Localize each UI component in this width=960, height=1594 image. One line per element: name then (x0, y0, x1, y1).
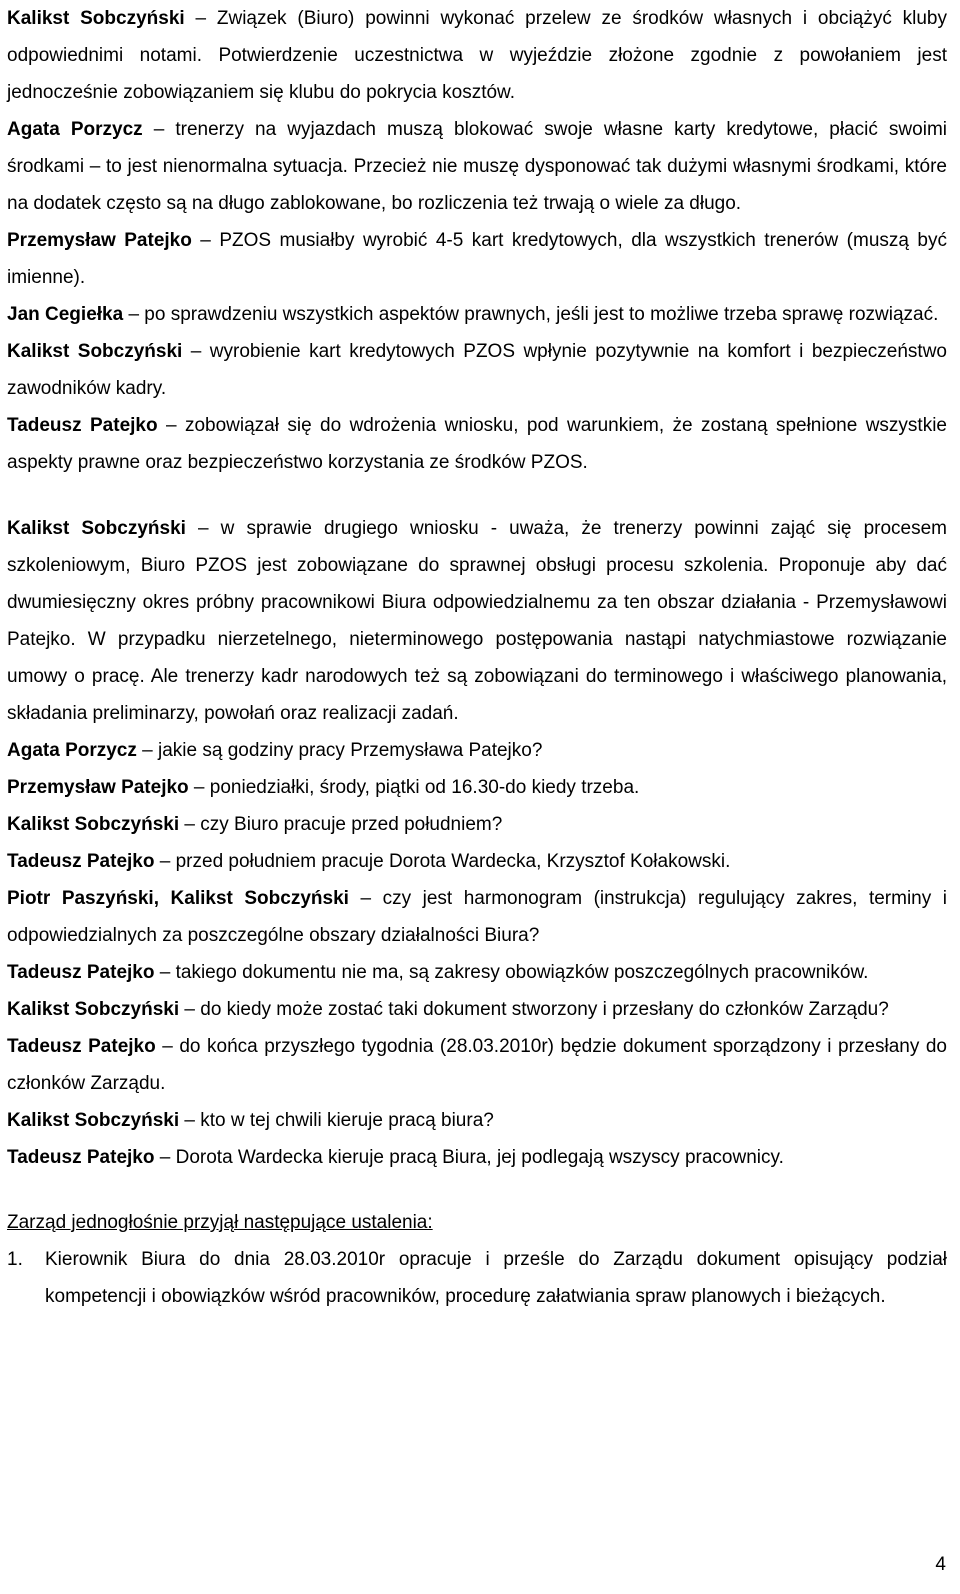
speaker-name: Kalikst Sobczyński (7, 1110, 180, 1131)
paragraph-text: – do kiedy może zostać taki dokument stworzony i przesłany do członków Zarządu? (179, 999, 889, 1020)
speaker-name: Kalikst Sobczyński (7, 999, 180, 1020)
speaker-name: Kalikst Sobczyński (7, 8, 185, 29)
paragraph-text: – PZOS musiałby wyrobić 4-5 kart kredytowych, dla wszystkich trenerów (muszą być imienne). (7, 230, 947, 288)
list-item-number: 1. (7, 1249, 23, 1270)
paragraph-text: – przed południem pracuje Dorota Wardecka, Krzysztof Kołakowski. (154, 851, 731, 872)
page-number: 4 (935, 1554, 946, 1575)
speaker-name: Kalikst Sobczyński (7, 341, 183, 362)
paragraph-text: – takiego dokumentu nie ma, są zakresy obowiązków poszczególnych pracowników. (154, 962, 869, 983)
paragraph (7, 769, 947, 806)
resolutions-heading: Zarząd jednogłośnie przyjął następujące ustalenia: (7, 1212, 433, 1233)
paragraph-text: – do końca przyszłego tygodnia (28.03.2010r) będzie dokument sporządzony i przesłany do członków Zarządu. (7, 1036, 947, 1094)
resolutions-list (7, 1241, 947, 1315)
paragraph-text: – zobowiązał się do wdrożenia wniosku, pod warunkiem, że zostaną spełnione wszystkie aspekty prawne oraz bezpieczeństwo korzystania ze środków PZOS. (7, 415, 947, 473)
speaker-name: Piotr Paszyński, Kalikst Sobczyński (7, 888, 349, 909)
document-page (7, 0, 947, 1315)
speaker-name: Tadeusz Patejko (7, 1036, 156, 1057)
paragraph (7, 954, 947, 991)
speaker-name: Tadeusz Patejko (7, 415, 158, 436)
speaker-name: Przemysław Patejko (7, 777, 189, 798)
paragraph (7, 732, 947, 769)
paragraph (7, 510, 947, 732)
paragraph-text: – po sprawdzeniu wszystkich aspektów prawnych, jeśli jest to możliwe trzeba sprawę rozwiązać. (123, 304, 939, 325)
paragraph (7, 222, 947, 296)
list-item-text: Kierownik Biura do dnia 28.03.2010r opracuje i prześle do Zarządu dokument opisujący podział kompetencji i obowiązków wśród pracowników, procedurę załatwiania spraw planowych i bieżących. (45, 1249, 947, 1307)
paragraph (7, 1139, 947, 1176)
paragraph-text: – jakie są godziny pracy Przemysława Patejko? (136, 740, 543, 761)
speaker-name: Kalikst Sobczyński (7, 518, 186, 539)
paragraph (7, 843, 947, 880)
speaker-name: Agata Porzycz (7, 740, 137, 761)
paragraph (7, 880, 947, 954)
paragraph (7, 806, 947, 843)
paragraph (7, 0, 947, 111)
speaker-name: Przemysław Patejko (7, 230, 192, 251)
paragraph (7, 296, 947, 333)
paragraph-text: – w sprawie drugiego wniosku - uważa, że trenerzy powinni zająć się procesem szkoleniowym, Biuro PZOS jest zobowiązane do sprawnej obsługi procesu szkolenia. Proponuje aby dać dwumiesięczny okres próbny pracownikowi Biura odpowiedzialnemu za ten obszar działania - Przemysławowi Patejko. W przypadku nierzetelnego, nieterminowego postępowania nastąpi natychmiastowe rozwiązanie umowy o pracę. Ale trenerzy kadr narodowych też są zobowiązani do terminowego i właściwego planowania, składania preliminarzy, powołań oraz realizacji zadań. (7, 518, 947, 724)
paragraph-text: – trenerzy na wyjazdach muszą blokować swoje własne karty kredytowe, płacić swoimi środkami – to jest nienormalna sytuacja. Przecież nie muszę dysponować tak dużymi własnymi środkami, które na dodatek często są na długo zablokowane, bo rozliczenia też trwają o wiele za długo. (7, 119, 947, 214)
speaker-name: Jan Cegiełka (7, 304, 124, 325)
paragraph-text: – czy jest harmonogram (instrukcja) regulujący zakres, terminy i odpowiedzialnych za poszczególne obszary działalności Biura? (7, 888, 947, 946)
paragraph-text: – kto w tej chwili kieruje pracą biura? (179, 1110, 494, 1131)
paragraph (7, 407, 947, 481)
speaker-name: Kalikst Sobczyński (7, 814, 180, 835)
paragraph-text: – czy Biuro pracuje przed południem? (179, 814, 503, 835)
paragraph (7, 333, 947, 407)
list-item (7, 1241, 947, 1315)
paragraph-text: – wyrobienie kart kredytowych PZOS wpłynie pozytywnie na komfort i bezpieczeństwo zawodników kadry. (7, 341, 948, 399)
paragraph (7, 111, 947, 222)
paragraph (7, 1102, 947, 1139)
paragraph-text: – poniedziałki, środy, piątki od 16.30-do kiedy trzeba. (188, 777, 640, 798)
speaker-name: Agata Porzycz (7, 119, 143, 140)
speaker-name: Tadeusz Patejko (7, 1147, 155, 1168)
paragraph (7, 991, 947, 1028)
paragraph (7, 1028, 947, 1102)
paragraph-text: – Związek (Biuro) powinni wykonać przelew ze środków własnych i obciążyć kluby odpowiednimi notami. Potwierdzenie uczestnictwa w wyjeździe złożone zgodnie z powołaniem jest jednocześnie zobowiązaniem się klubu do pokrycia kosztów. (7, 8, 948, 103)
speaker-name: Tadeusz Patejko (7, 962, 155, 983)
paragraph-text: – Dorota Wardecka kieruje pracą Biura, jej podlegają wszyscy pracownicy. (154, 1147, 784, 1168)
speaker-name: Tadeusz Patejko (7, 851, 155, 872)
